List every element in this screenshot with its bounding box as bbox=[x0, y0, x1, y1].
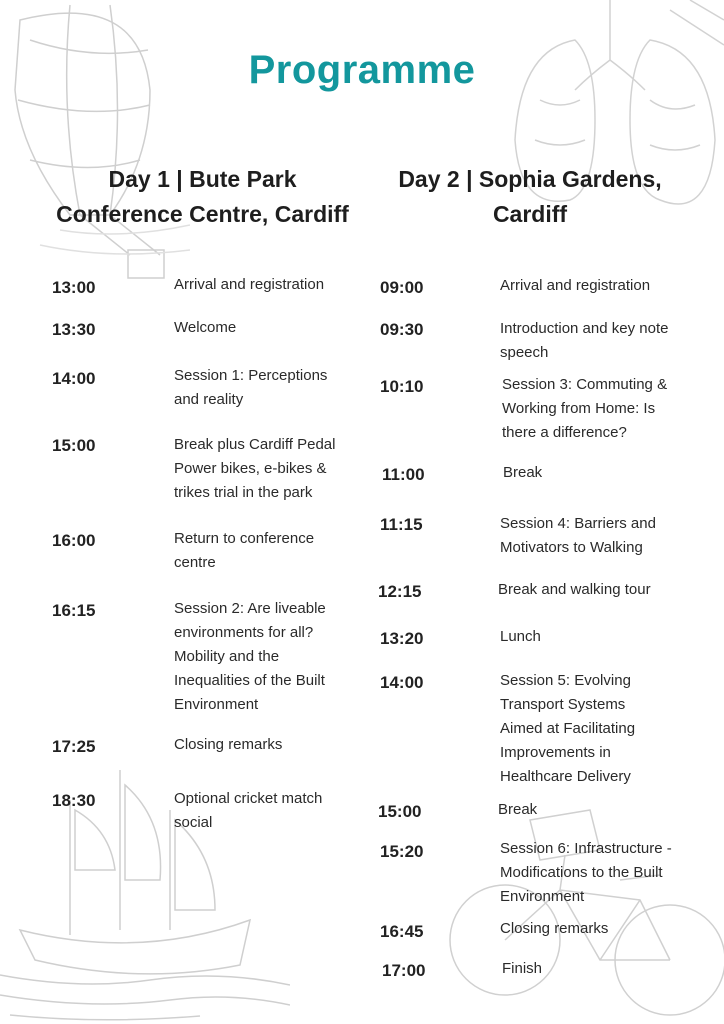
schedule-item: Session 1: Perceptions and reality bbox=[174, 367, 328, 408]
day2-heading-line2: Cardiff bbox=[492, 201, 568, 227]
schedule-item: Break and walking tour bbox=[498, 581, 651, 598]
schedule-time: 09:30 bbox=[380, 320, 424, 339]
schedule-time: 12:15 bbox=[378, 582, 422, 601]
schedule-time: 18:30 bbox=[52, 791, 96, 810]
schedule-time: 17:25 bbox=[52, 737, 96, 756]
schedule-item: Break plus Cardiff Pedal Power bikes, e-bikes & trikes trial in the park bbox=[174, 436, 336, 501]
schedule-time: 14:00 bbox=[380, 673, 424, 692]
day1-heading-line1: Day 1 | Bute Park bbox=[108, 166, 297, 192]
schedule-time: 13:00 bbox=[52, 278, 96, 297]
hot-air-balloon-illustration bbox=[0, 0, 190, 300]
schedule-item: Arrival and registration bbox=[174, 276, 325, 293]
schedule-time: 14:00 bbox=[52, 369, 96, 388]
schedule-item: Lunch bbox=[500, 628, 541, 645]
day2-heading bbox=[375, 162, 685, 232]
schedule-time: 15:00 bbox=[378, 802, 422, 821]
schedule-item: Return to conference centre bbox=[174, 530, 315, 571]
schedule-time: 09:00 bbox=[380, 278, 424, 297]
schedule-time: 16:15 bbox=[52, 601, 96, 620]
schedule-item: Session 3: Commuting & Working from Home: Is there a difference? bbox=[502, 376, 668, 441]
schedule-item: Session 4: Barriers and Motivators to Walking bbox=[500, 515, 656, 556]
schedule-time: 16:00 bbox=[52, 531, 96, 550]
schedule-item: Optional cricket match social bbox=[174, 790, 323, 831]
schedule-time: 15:20 bbox=[380, 842, 424, 861]
schedule-item: Session 5: Evolving Transport Systems Aimed at Facilitating Improvements in Healthcare Delivery bbox=[500, 672, 636, 785]
schedule-time: 10:10 bbox=[380, 377, 424, 396]
schedule-time: 13:30 bbox=[52, 320, 96, 339]
day2-heading-line1: Day 2 | Sophia Gardens, bbox=[398, 166, 662, 192]
schedule-time: 16:45 bbox=[380, 922, 424, 941]
day1-heading-line2: Conference Centre, Cardiff bbox=[56, 201, 349, 227]
schedule-time: 11:15 bbox=[380, 515, 423, 534]
schedule-item: Arrival and registration bbox=[500, 277, 651, 294]
schedule-time: 11:00 bbox=[382, 465, 425, 484]
schedule-time: 13:20 bbox=[380, 629, 424, 648]
schedule-item: Closing remarks bbox=[500, 920, 609, 937]
schedule-item: Session 2: Are liveable environments for all? Mobility and the Inequalities of the Built Environment bbox=[174, 600, 326, 713]
schedule-item: Introduction and key note speech bbox=[500, 320, 669, 361]
day1-heading bbox=[35, 162, 370, 232]
schedule-item: Session 6: Infrastructure - Modifications to the Built Environment bbox=[500, 840, 672, 905]
schedule-item: Break bbox=[503, 464, 543, 481]
schedule-time: 15:00 bbox=[52, 436, 96, 455]
page-title: Programme bbox=[248, 48, 476, 92]
schedule-item: Break bbox=[498, 801, 538, 818]
schedule-item: Finish bbox=[502, 960, 543, 977]
schedule-time: 17:00 bbox=[382, 961, 426, 980]
schedule-item: Welcome bbox=[174, 319, 237, 336]
schedule-item: Closing remarks bbox=[174, 736, 283, 753]
